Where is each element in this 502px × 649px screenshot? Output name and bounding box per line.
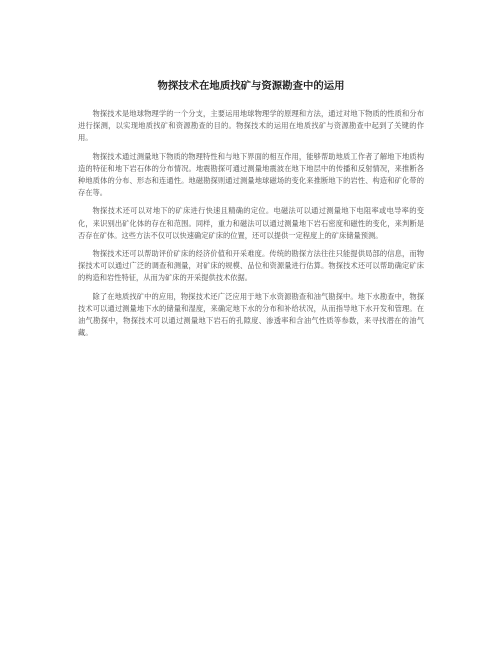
paragraph-3: 物探技术还可以对地下的矿床进行快速且精确的定位。电磁法可以通过测量地下电阻率或电导率的变化，来识别出矿化体的存在和范围。同样，重力和磁法可以通过测量地下岩石密度和磁性的变化，来判断是否存在矿体。这些方法不仅可以快速确定矿床的位置，还可以提供一定程度上的矿床储量预测。	[78, 206, 424, 240]
paragraph-1: 物探技术是地球物理学的一个分支，主要运用地球物理学的原理和方法，通过对地下物质的性质和分布进行探测，以实现地质找矿和资源勘查的目的。物探技术的运用在地质找矿与资源勘查中起到了关键的作用。	[78, 109, 424, 143]
document-content	[78, 80, 424, 345]
paragraph-4: 物探技术还可以帮助评价矿床的经济价值和开采难度。传统的勘探方法往往只能提供局部的信息，而物探技术可以通过广泛的调查和测量，对矿床的规模、品位和资源量进行估算。物探技术还可以帮助确定矿床的构造和岩性特征，从而为矿床的开采提供技术依据。	[78, 249, 424, 283]
paragraph-5: 除了在地质找矿中的应用，物探技术还广泛应用于地下水资源勘查和油气勘探中。地下水勘查中，物探技术可以通过测量地下水的储量和湿度，来确定地下水的分布和补给状况，从而指导地下水开发和管理。在油气勘探中，物探技术可以通过测量地下岩石的孔隙度、渗透率和含油气性质等参数，来寻找潜在的油气藏。	[78, 291, 424, 338]
document-title: 物探技术在地质找矿与资源勘查中的运用	[157, 80, 345, 92]
paragraph-2: 物探技术通过测量地下物质的物理特性和与地下界面的相互作用，能够帮助地质工作者了解地下地质构造的特征和地下岩石体的分布情况。地震勘探可通过测量地震波在地下地层中的传播和反射情况，来推断各种地质体的分布、形态和连通性。地磁勘探则通过测量地球磁场的变化来推断地下的岩性、构造和矿化带的存在等。	[78, 151, 424, 198]
